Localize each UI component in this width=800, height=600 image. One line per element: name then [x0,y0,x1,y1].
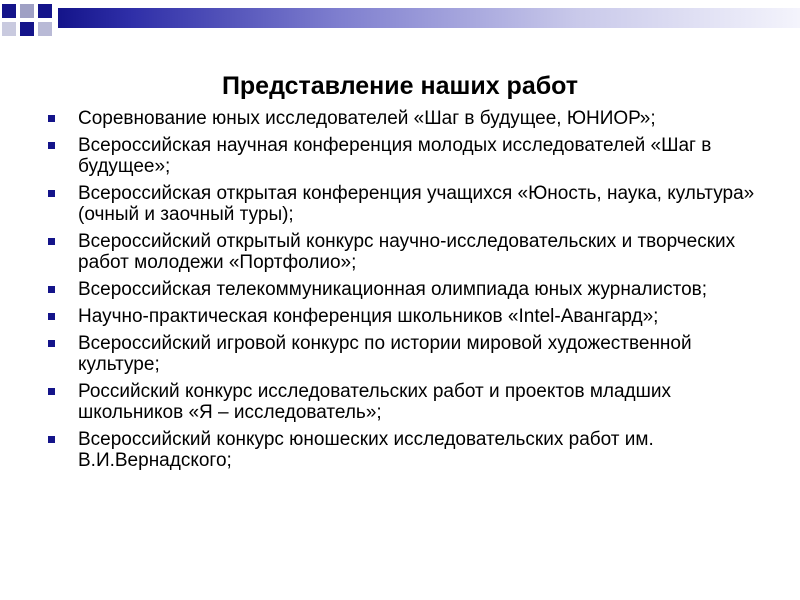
list-item-text: Российский конкурс исследовательских работ и проектов младших школьников «Я – исследователь»; [78,381,671,423]
list-item-text: Всероссийский игровой конкурс по истории мировой художественной культуре; [78,333,692,375]
decor-square-icon [2,4,16,18]
square-bullet-icon [48,388,55,395]
list-item [48,279,768,300]
square-bullet-icon [48,340,55,347]
square-bullet-icon [48,115,55,122]
list-item [48,135,768,177]
list-item [48,429,768,471]
list-item-text: Научно-практическая конференция школьников «Intel-Авангард»; [78,306,659,327]
list-item-text: Всероссийская открытая конференция учащихся «Юность, наука, культура» (очный и заочный туры); [78,183,755,225]
decor-square-icon [38,22,52,36]
decor-square-icon [38,4,52,18]
list-item-text: Всероссийский открытый конкурс научно-исследовательских и творческих работ молодежи «Портфолио»; [78,231,736,273]
decor-square-icon [20,4,34,18]
list-item [48,306,768,327]
list-item [48,183,768,225]
list-item-text: Всероссийская научная конференция молодых исследователей «Шаг в будущее»; [78,135,712,177]
slide-title: Представление наших работ [221,71,579,100]
list-item-text: Всероссийская телекоммуникационная олимпиада юных журналистов; [78,279,708,300]
list-item [48,108,768,129]
square-bullet-icon [48,142,55,149]
decor-square-icon [2,22,16,36]
square-bullet-icon [48,238,55,245]
header-gradient-bar [58,8,800,28]
decor-square-icon [20,22,34,36]
list-item [48,333,768,375]
square-bullet-icon [48,436,55,443]
list-item-text: Соревнование юных исследователей «Шаг в будущее, ЮНИОР»; [78,108,656,129]
square-bullet-icon [48,313,55,320]
list-item [48,231,768,273]
square-bullet-icon [48,286,55,293]
bullet-list [48,108,768,477]
square-bullet-icon [48,190,55,197]
list-item-text: Всероссийский конкурс юношеских исследовательских работ им. В.И.Вернадского; [78,429,654,471]
list-item [48,381,768,423]
